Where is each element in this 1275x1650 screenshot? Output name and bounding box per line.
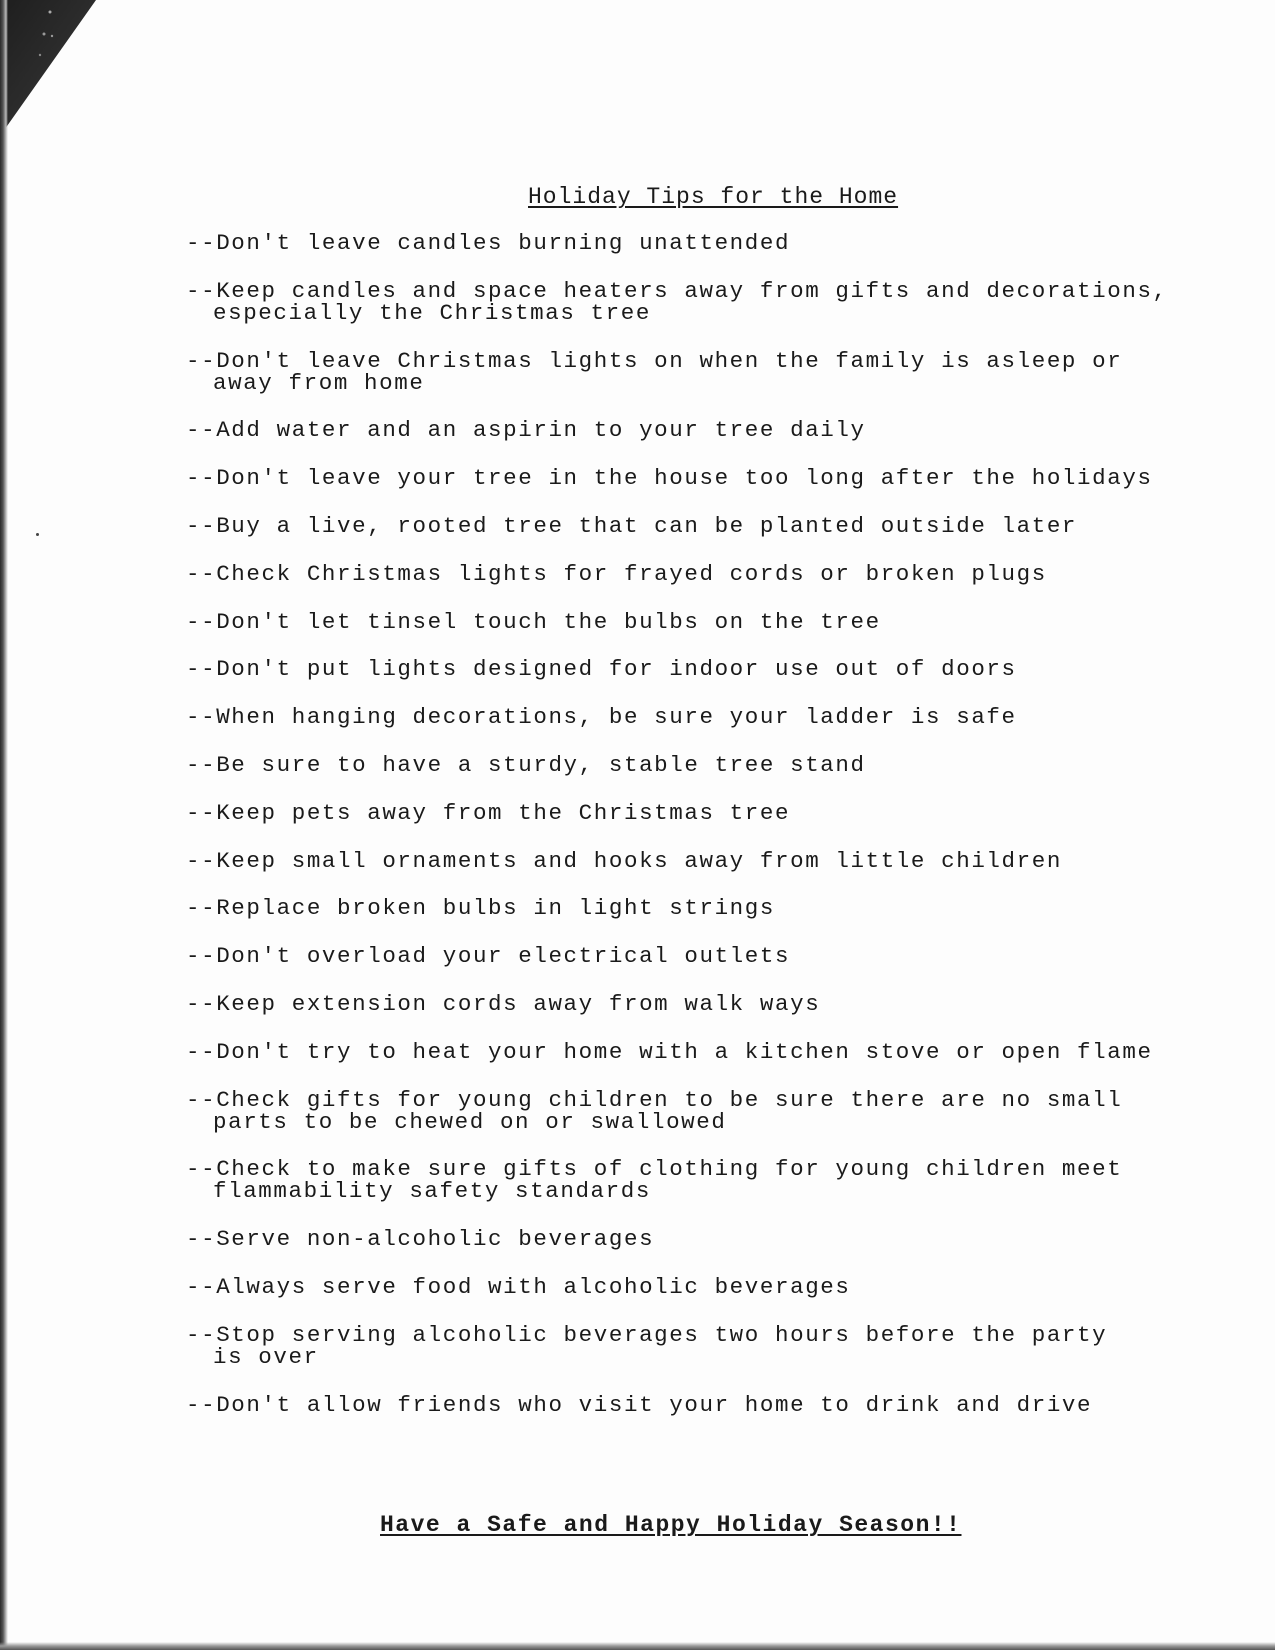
tip-text: --Buy a live, rooted tree that can be planted outside later: [186, 512, 1078, 539]
tip-text: --Don't leave Christmas lights on when the family is asleep or: [186, 347, 1123, 374]
tip-item: [186, 512, 1186, 539]
tip-text-continued: parts to be chewed on or swallowed: [213, 1108, 727, 1135]
tip-item: [186, 232, 1186, 254]
tip-text-continued: especially the Christmas tree: [213, 299, 651, 326]
tip-text: --Check gifts for young children to be sure there are no small: [186, 1086, 1123, 1113]
tip-item: [186, 1391, 1186, 1418]
tip-item: [186, 417, 1186, 444]
tip-item: [186, 1156, 1186, 1205]
tip-text: --Don't try to heat your home with a kitchen stove or open flame: [186, 1038, 1153, 1065]
tip-text: --Check Christmas lights for frayed cords or broken plugs: [186, 560, 1047, 587]
tip-text: --Don't allow friends who visit your home to drink and drive: [186, 1391, 1093, 1418]
tip-item: [186, 608, 1186, 635]
tip-text: --Add water and an aspirin to your tree daily: [186, 417, 866, 444]
tip-item: [186, 895, 1186, 922]
tip-item: [186, 1226, 1186, 1253]
tip-text: --Always serve food with alcoholic beverages: [186, 1273, 851, 1300]
tip-item: [186, 990, 1186, 1017]
tip-text: --Don't let tinsel touch the bulbs on the tree: [186, 608, 881, 635]
tip-item: [186, 1273, 1186, 1300]
tip-item: [186, 656, 1186, 683]
tip-item: [186, 847, 1186, 874]
closing-message: Have a Safe and Happy Holiday Season!!: [380, 1512, 962, 1538]
scan-bottom-edge: [0, 1642, 1275, 1650]
tip-item: [186, 799, 1186, 826]
tip-text: --Don't overload your electrical outlets: [186, 943, 791, 970]
tip-text-continued: flammability safety standards: [213, 1178, 651, 1205]
tip-item: [186, 1038, 1186, 1065]
tip-text: --Don't leave your tree in the house too long after the holidays: [186, 465, 1153, 492]
tip-text: --Check to make sure gifts of clothing for young children meet: [186, 1156, 1123, 1183]
tip-text-continued: away from home: [213, 369, 425, 396]
tip-text: --Stop serving alcoholic beverages two hours before the party: [186, 1321, 1108, 1348]
tip-text: --Don't put lights designed for indoor use out of doors: [186, 656, 1017, 683]
tip-text: --Keep pets away from the Christmas tree: [186, 799, 791, 826]
tip-item: [186, 277, 1186, 326]
tip-item: [186, 347, 1186, 396]
tip-text-continued: is over: [213, 1343, 319, 1370]
tip-text: --Be sure to have a sturdy, stable tree stand: [186, 751, 866, 778]
tips-list: [186, 232, 1186, 1441]
tip-text: --Don't leave candles burning unattended: [186, 230, 791, 256]
scan-corner-shadow: [0, 0, 100, 140]
tip-item: [186, 943, 1186, 970]
tip-text: --Keep candles and space heaters away from gifts and decorations,: [186, 277, 1168, 304]
document-title: Holiday Tips for the Home: [528, 184, 899, 210]
tip-item: [186, 704, 1186, 731]
tip-item: [186, 1321, 1186, 1370]
tip-item: [186, 1086, 1186, 1135]
tip-text: --Serve non-alcoholic beverages: [186, 1226, 655, 1253]
tip-item: [186, 751, 1186, 778]
scan-left-edge: [0, 0, 8, 1650]
tip-text: --Replace broken bulbs in light strings: [186, 895, 775, 922]
tip-text: --When hanging decorations, be sure your ladder is safe: [186, 704, 1017, 731]
tip-text: --Keep small ornaments and hooks away from little children: [186, 847, 1062, 874]
tip-text: --Keep extension cords away from walk ways: [186, 990, 821, 1017]
scan-speck: [36, 533, 39, 536]
tip-item: [186, 560, 1186, 587]
tip-item: [186, 465, 1186, 492]
